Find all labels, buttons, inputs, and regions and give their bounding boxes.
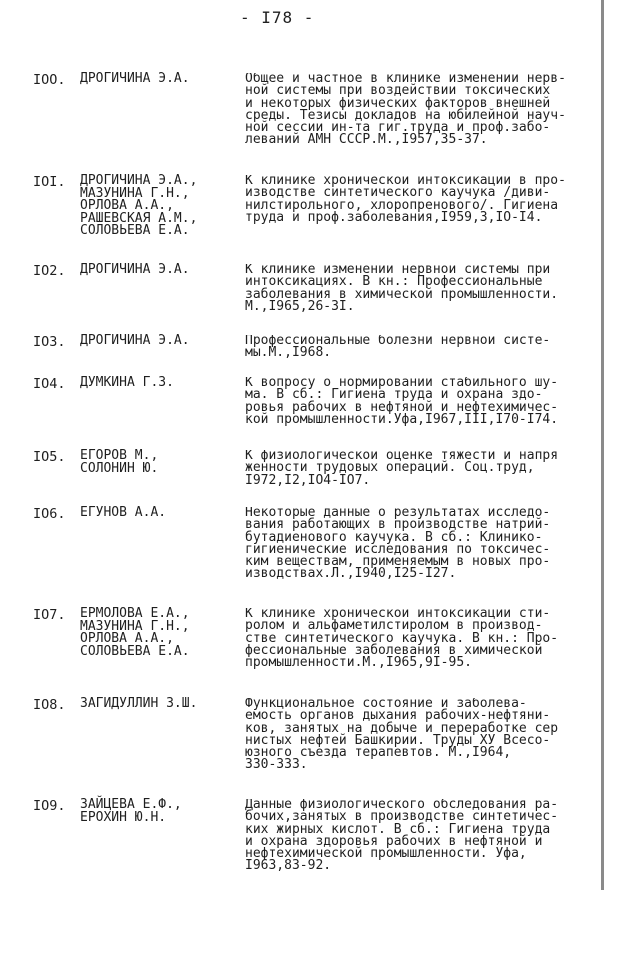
- entry-authors: [80, 335, 240, 348]
- entry-author: ДРОГИЧИНА Э.А.: [80, 333, 190, 348]
- entry-authors: [80, 73, 240, 86]
- entry-citation: К вопросу о нормировании стабильного шу- ма. В сб.: Гигиена труда и охрана здо- ровья рабочих в нефтяной и нефтехимичес- кой промышленности.Уфа,I967,III,I70-I74.: [245, 377, 559, 427]
- entry-citation: К клинике изменений нервной системы при интоксикациях. В кн.: Профессиональные заболевания в химической промышленности. М.,I965,26-3I.: [245, 264, 559, 314]
- entry-citation: К клинике хронической интоксикации сти- ролом и альфаметилстиролом в производ- стве синтетического каучука. В кн.: Про- фессиональные заболевания в химической промышленности.М.,I965,9I-95.: [245, 608, 559, 670]
- entry-authors: [80, 377, 240, 390]
- entry-authors: [80, 264, 240, 277]
- page-number: - I78 -: [240, 8, 315, 27]
- entry-citation: Общее и частное в клинике изменений нерв- ной системы при воздействии токсических и некоторых физических факторов внешней среды. Тезисы докладов на юбилейной науч- ной сессии ин-та гиг.труда и проф.забо- леваний АМН СССР.М.,I957,35-37.: [245, 73, 566, 147]
- entry-authors: [80, 507, 240, 520]
- entry-author: ДРОГИЧИНА Э.А.: [80, 262, 190, 277]
- page-right-edge: [601, 0, 604, 890]
- entry-author: ДУМКИНА Г.З.: [80, 375, 174, 390]
- entry-number: IO9.: [33, 798, 66, 814]
- entry-author: ДРОГИЧИНА Э.А.,: [80, 173, 198, 188]
- entry-author: СОЛОВЬЕВА Е.А.: [80, 223, 190, 238]
- entry-number: IO8.: [33, 697, 66, 713]
- entry-number: IO6.: [33, 506, 66, 522]
- entry-author: ЕГУНОВ А.А.: [80, 505, 167, 520]
- entry-author: ЕРМОЛОВА Е.А.,: [80, 606, 190, 621]
- entry-author: ЗАЙЦЕВА Е.Ф.,: [80, 797, 182, 812]
- entry-number: IO7.: [33, 607, 66, 623]
- entry-citation: К клинике хронической интоксикации в про- изводстве синтетического каучука /диви- нилстирольного, хлоропренового/. Гигиена труда и проф.заболевания,I959,3,IO-I4.: [245, 175, 566, 225]
- entry-number: IOI.: [33, 174, 66, 190]
- entry-number: IO2.: [33, 263, 66, 279]
- entry-number: IO5.: [33, 449, 66, 465]
- entry-authors: [80, 608, 240, 658]
- entry-author: ОРЛОВА А.А.,: [80, 631, 174, 646]
- entry-author: ЗАГИДУЛЛИН З.Ш.: [80, 696, 198, 711]
- entry-author: ДРОГИЧИНА Э.А.: [80, 71, 190, 86]
- entry-authors: [80, 698, 240, 711]
- entry-author: РАШЕВСКАЯ А.М.,: [80, 210, 198, 226]
- entry-authors: [80, 175, 240, 238]
- entry-number: IO4.: [33, 376, 66, 392]
- entry-number: IOO.: [33, 72, 66, 88]
- entry-citation: Некоторые данные о результатах исследо- вания работающих в производстве натрий- бутадиенового каучука. В сб.: Клинико- гигиенические исследования по токсичес- ким веществам, применяемым в новых про- изводствах.Л.,I940,I25-I27.: [245, 507, 551, 581]
- entry-citation: Функциональное состояние и заболева- емость органов дыхания рабочих-нефтяни- ков, занятых на добыче и переработке сер нистых нефтей Башкирии. Труды ХУ Всесо- юзного съезда терапевтов. М.,I964, 330-333.: [245, 698, 559, 772]
- entry-author: ОРЛОВА А.А.,: [80, 198, 174, 213]
- entry-number: IO3.: [33, 334, 66, 350]
- entry-author: МАЗУНИНА Г.Н.,: [80, 185, 190, 201]
- entry-authors: [80, 450, 240, 475]
- entry-author: ЕРОХИН Ю.Н.: [80, 809, 167, 825]
- entry-author: МАЗУНИНА Г.Н.,: [80, 618, 190, 634]
- entry-authors: [80, 799, 240, 824]
- entry-author: ЕГОРОВ М.,: [80, 448, 159, 463]
- entry-citation: Профессиональные болезни нервной систе- мы.М.,I968.: [245, 335, 551, 360]
- entry-author: СОЛОНИН Ю.: [80, 460, 159, 476]
- entry-author: СОЛОВЬЕВА Е.А.: [80, 643, 190, 659]
- entry-citation: К физиологической оценке тяжести и напря женности трудовых операций. Соц.труд, I972,I2,IO4-IO7.: [245, 450, 559, 487]
- entry-citation: Данные физиологического обследования ра- бочих,занятых в производстве синтетичес- ких жирных кислот. В сб.: Гигиена труда и охрана здоровья рабочих в нефтяной и нефтехимической промышленности. Уфа, I963,83-92.: [245, 799, 559, 873]
